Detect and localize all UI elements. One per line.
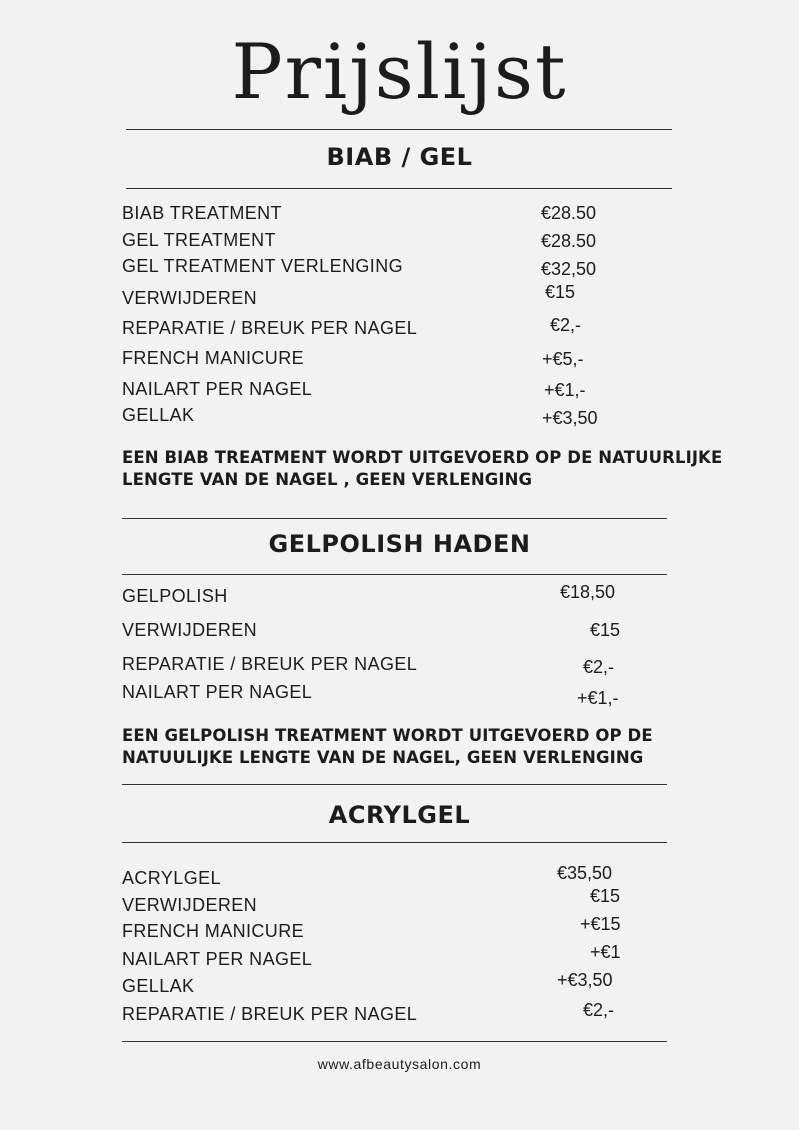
price-item-name: REPARATIE / BREUK PER NAGEL <box>122 318 418 338</box>
price-item-name: FRENCH MANICURE <box>122 921 305 941</box>
price-item-value: €2,- <box>583 1000 615 1020</box>
price-item-name: NAILART PER NAGEL <box>122 949 313 969</box>
divider <box>122 518 667 519</box>
price-item-value: €2,- <box>583 657 615 677</box>
section-heading-acrylgel: ACRYLGEL <box>328 801 471 829</box>
price-item-value: €15 <box>590 886 621 906</box>
price-item-name: NAILART PER NAGEL <box>122 379 313 399</box>
price-item-name: GEL TREATMENT <box>122 230 276 250</box>
divider <box>122 1041 667 1042</box>
price-item-value: €15 <box>545 282 576 302</box>
price-item-name: VERWIJDEREN <box>122 620 258 640</box>
footer-website: www.afbeautysalon.com <box>317 1056 482 1072</box>
page-title: Prijslijst <box>231 27 568 116</box>
price-item-name: FRENCH MANICURE <box>122 348 305 368</box>
divider <box>122 574 667 575</box>
section-note: EEN GELPOLISH TREATMENT WORDT UITGEVOERD OP DE NATUULIJKE LENGTE VAN DE NAGEL, GEEN VERLENGING <box>122 726 653 767</box>
price-item-value: +€15 <box>580 914 621 934</box>
divider <box>126 129 672 130</box>
divider <box>126 188 672 189</box>
divider <box>122 842 667 843</box>
section-note: EEN BIAB TREATMENT WORDT UITGEVOERD OP DE NATUURLIJKE LENGTE VAN DE NAGEL , GEEN VERLENGING <box>122 448 723 489</box>
price-item-name: ACRYLGEL <box>122 868 221 888</box>
price-item-value: €28.50 <box>541 231 597 251</box>
price-item-value: €15 <box>590 620 621 640</box>
price-item-value: €18,50 <box>560 582 616 602</box>
price-item-value: +€3,50 <box>542 408 598 428</box>
price-item-value: €2,- <box>550 315 582 335</box>
divider <box>122 784 667 785</box>
price-item-name: REPARATIE / BREUK PER NAGEL <box>122 654 418 674</box>
price-item-name: GELLAK <box>122 405 195 425</box>
price-item-name: GELLAK <box>122 976 195 996</box>
price-item-value: +€1,- <box>544 380 586 400</box>
section-heading-biab-gel: BIAB / GEL <box>326 143 473 171</box>
price-item-name: REPARATIE / BREUK PER NAGEL <box>122 1004 418 1024</box>
price-item-name: BIAB TREATMENT <box>122 203 282 223</box>
price-item-name: GEL TREATMENT VERLENGING <box>122 256 403 276</box>
price-item-name: GELPOLISH <box>122 586 228 606</box>
price-item-value: €28.50 <box>541 203 597 223</box>
price-item-name: VERWIJDEREN <box>122 288 258 308</box>
price-item-value: +€1 <box>590 942 621 962</box>
price-item-value: +€1,- <box>577 688 619 708</box>
price-item-value: +€3,50 <box>557 970 613 990</box>
price-item-value: €35,50 <box>557 863 613 883</box>
price-item-name: VERWIJDEREN <box>122 895 258 915</box>
price-item-value: €32,50 <box>541 259 597 279</box>
price-item-name: NAILART PER NAGEL <box>122 682 313 702</box>
price-item-value: +€5,- <box>542 349 584 369</box>
section-heading-gelpolish: GELPOLISH HADEN <box>268 530 531 558</box>
